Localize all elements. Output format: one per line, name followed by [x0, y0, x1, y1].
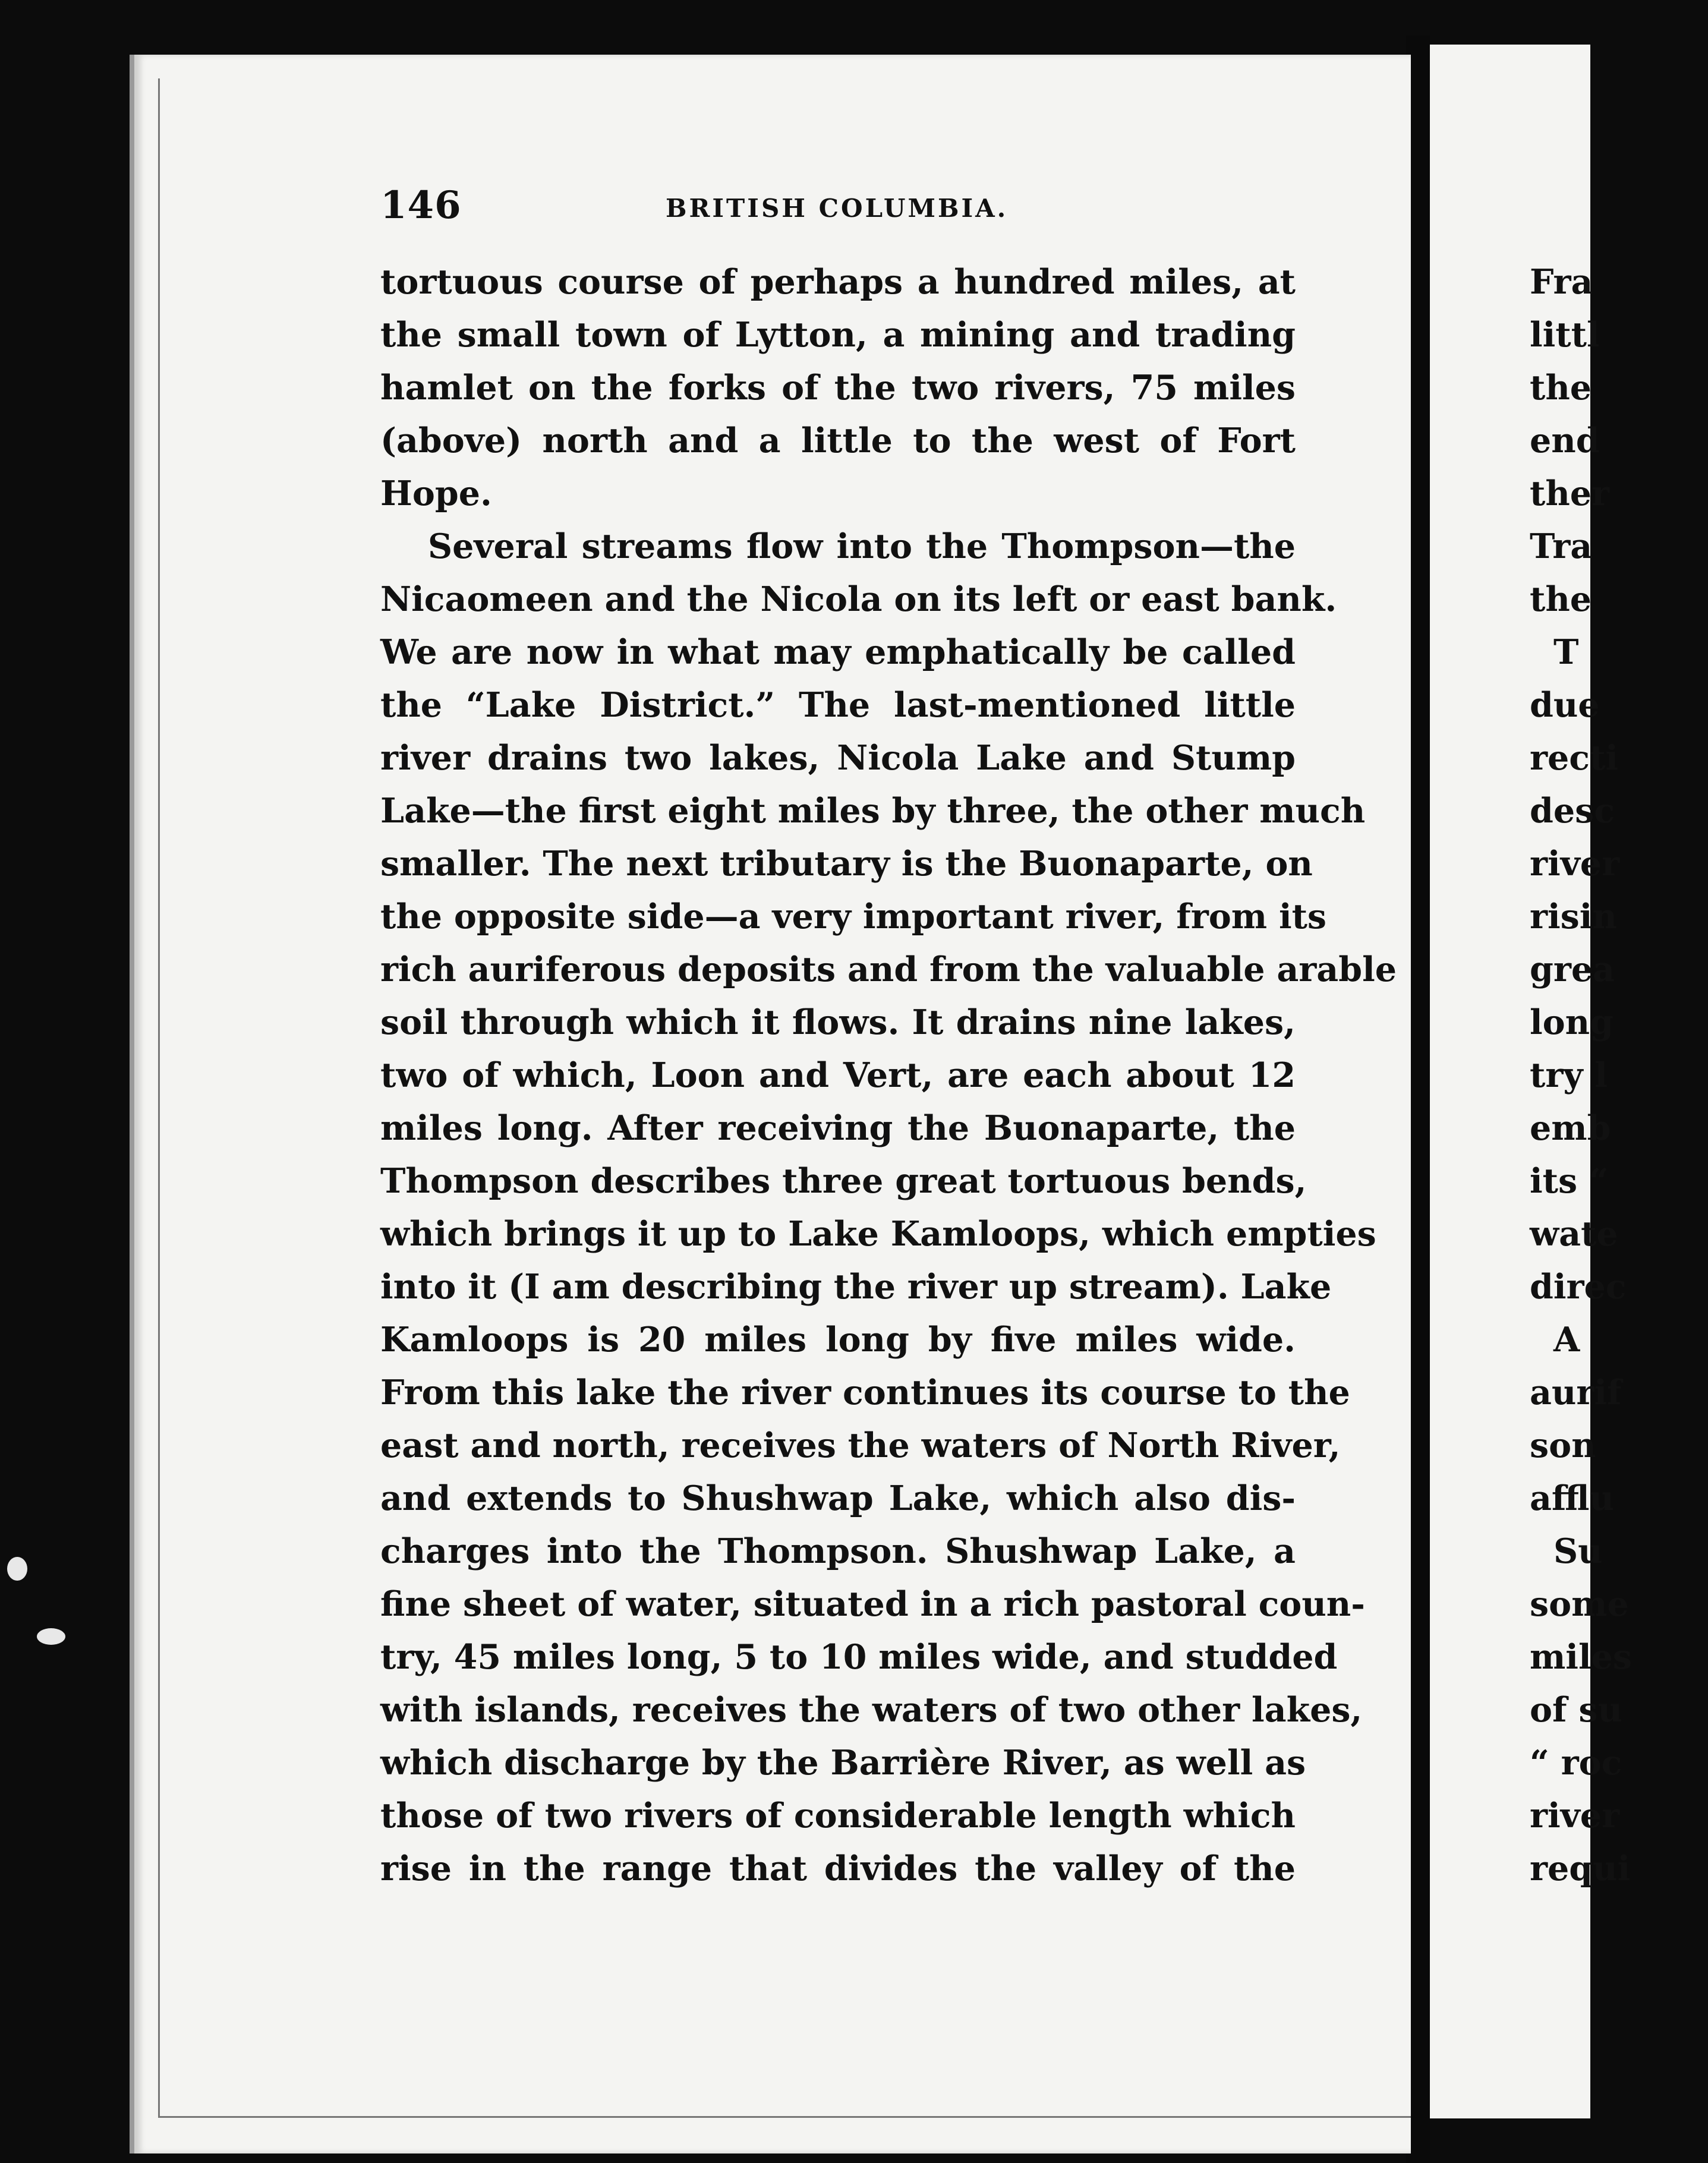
right-text-line: try l — [1530, 1055, 1608, 1095]
right-text-line: long — [1530, 1002, 1614, 1042]
right-text-line: A — [1553, 1320, 1580, 1360]
right-text-line: Fra — [1530, 262, 1593, 302]
right-text-line: direc — [1530, 1267, 1627, 1307]
right-page — [1430, 45, 1632, 2118]
right-text-line: “ roc — [1530, 1743, 1622, 1783]
right-text-line: requi — [1530, 1849, 1631, 1888]
text-line: tortuous course of perhaps a hundred miles, at — [380, 262, 1296, 302]
scan-speck — [7, 1557, 27, 1581]
text-line: We are now in what may emphatically be called — [380, 632, 1296, 672]
right-text-line: wate — [1530, 1214, 1618, 1254]
text-line: smaller. The next tributary is the Buonaparte, on — [380, 844, 1313, 884]
text-line: the opposite side—a very important river, from its — [380, 897, 1327, 937]
text-line: two of which, Loon and Vert, are each about 12 — [380, 1055, 1296, 1095]
right-text-line: aurif — [1530, 1373, 1622, 1412]
text-line: Lake—the first eight miles by three, the other much — [380, 791, 1366, 831]
right-text-line: some — [1530, 1584, 1629, 1624]
scan-speck — [37, 1628, 65, 1645]
right-text-line: due — [1530, 685, 1600, 725]
right-text-line: emb — [1530, 1108, 1611, 1148]
text-line: hamlet on the forks of the two rivers, 75 miles — [380, 368, 1296, 408]
right-text-line: end — [1530, 421, 1600, 461]
right-text-line: desc — [1530, 791, 1615, 831]
right-text-line: miles — [1530, 1637, 1632, 1677]
right-text-line: river — [1530, 844, 1620, 884]
text-line: east and north, receives the waters of North River, — [380, 1426, 1341, 1465]
text-line: which discharge by the Barrière River, as well as — [380, 1743, 1306, 1783]
body-text — [380, 256, 1397, 1895]
page-number: 146 — [380, 183, 462, 228]
text-line: fine sheet of water, situated in a rich pastoral coun- — [380, 1584, 1365, 1624]
text-line: Nicaomeen and the Nicola on its left or east bank. — [380, 579, 1337, 619]
right-text-line: the — [1530, 579, 1592, 619]
text-line: Hope. — [380, 474, 492, 513]
text-line: Several streams flow into the Thompson—the — [428, 526, 1296, 566]
right-text-line: risin — [1530, 897, 1617, 937]
text-line: (above) north and a little to the west of Fort — [380, 421, 1296, 461]
right-text-line: afflu — [1530, 1478, 1615, 1518]
text-line: Kamloops is 20 miles long by five miles wide. — [380, 1320, 1296, 1360]
right-text-line: river — [1530, 1796, 1620, 1836]
right-text-line: Su — [1553, 1531, 1603, 1571]
right-text-line: littl — [1530, 315, 1600, 355]
right-page-text — [1530, 256, 1708, 1895]
text-line: Thompson describes three great tortuous bends, — [380, 1161, 1307, 1201]
right-text-line: Tra — [1530, 526, 1593, 566]
text-line: rich auriferous deposits and from the valuable arable — [380, 950, 1397, 989]
right-text-line: ther — [1530, 474, 1610, 513]
text-line: with islands, receives the waters of two other lakes, — [380, 1690, 1363, 1730]
text-line: river drains two lakes, Nicola Lake and Stump — [380, 738, 1296, 778]
right-text-line: the — [1530, 368, 1592, 408]
right-text-line: son — [1530, 1426, 1596, 1465]
right-text-line: T — [1553, 632, 1579, 672]
text-line: into it (I am describing the river up stream). Lake — [380, 1267, 1332, 1307]
text-line: try, 45 miles long, 5 to 10 miles wide, and studded — [380, 1637, 1338, 1677]
text-line: those of two rivers of considerable length which — [380, 1796, 1296, 1836]
text-line: the “Lake District.” The last-mentioned little — [380, 685, 1296, 725]
text-line: and extends to Shushwap Lake, which also dis- — [380, 1478, 1296, 1518]
right-text-line: recti — [1530, 738, 1618, 778]
text-line: soil through which it flows. It drains nine lakes, — [380, 1002, 1296, 1042]
text-line: miles long. After receiving the Buonaparte, the — [380, 1108, 1296, 1148]
text-line: From this lake the river continues its course to the — [380, 1373, 1350, 1412]
right-text-line: its “ — [1530, 1161, 1609, 1201]
page-header — [380, 183, 1296, 237]
running-head: BRITISH COLUMBIA. — [666, 194, 1009, 223]
text-line: the small town of Lytton, a mining and trading — [380, 315, 1296, 355]
right-text-line: grea — [1530, 950, 1615, 989]
right-text-line: of su — [1530, 1690, 1622, 1730]
text-line: which brings it up to Lake Kamloops, which empties — [380, 1214, 1376, 1254]
text-line: rise in the range that divides the valley of the — [380, 1849, 1296, 1888]
text-line: charges into the Thompson. Shushwap Lake, a — [380, 1531, 1296, 1571]
